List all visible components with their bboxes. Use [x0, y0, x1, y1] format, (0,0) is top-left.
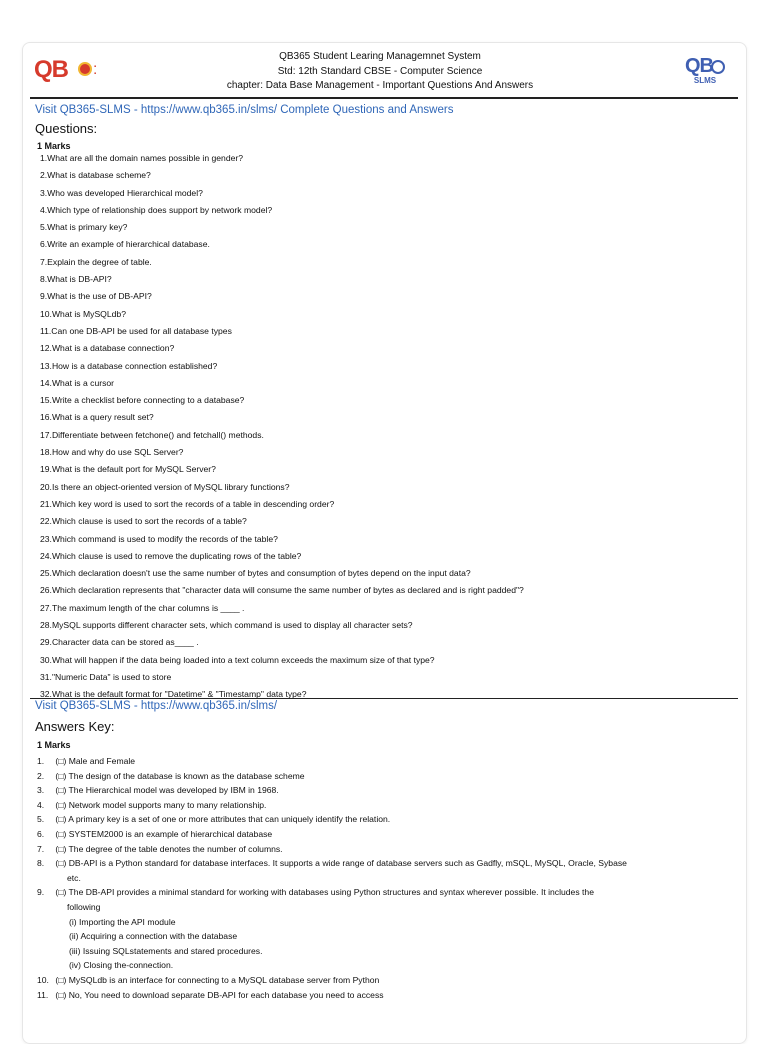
question-item: 10.What is MySQLdb? — [40, 308, 126, 319]
question-item: 18.How and why do use SQL Server? — [40, 447, 184, 458]
answer-continuation: etc. — [67, 872, 81, 883]
answer-number: 3. — [37, 785, 45, 796]
header-divider — [30, 97, 738, 99]
answer-item — [37, 812, 737, 827]
question-item: 14.What is a cursor — [40, 377, 115, 388]
answer-text: (□) The Hierarchical model was developed by IBM in 1968. — [55, 785, 279, 796]
answer-item — [37, 988, 737, 1003]
answer-continuation: following — [67, 901, 101, 912]
question-item: 25.Which declaration doesn't use the same number of bytes and consumption of bytes depend on the input data? — [40, 568, 471, 579]
answer-number: 7. — [37, 843, 45, 854]
answer-number: 10. — [37, 974, 49, 985]
answers-marks-label: 1 Marks — [37, 740, 71, 750]
question-item: 15.Write a checklist before connecting to a database? — [40, 395, 245, 406]
answer-item — [37, 798, 737, 813]
question-item: 2.What is database scheme? — [40, 170, 151, 181]
question-item: 27.The maximum length of the char columns is ____ . — [40, 602, 245, 613]
answer-item — [37, 842, 737, 857]
logo-left-text: QB — [34, 56, 68, 83]
header-titles — [180, 50, 580, 94]
question-item: 26.Which declaration represents that "character data will consume the same number of bytes as declared and is right padded"? — [40, 585, 524, 596]
logo-tag-icon: ▪ ▪ — [94, 64, 97, 77]
header-line-1: QB365 Student Learing Managemnet System — [279, 51, 481, 62]
answer-text: (□) A primary key is a set of one or more attributes that can uniquely identify the relation. — [55, 814, 391, 825]
question-item: 5.What is primary key? — [40, 222, 128, 233]
answer-number: 4. — [37, 799, 45, 810]
answer-text: (□) Network model supports many to many relationship. — [55, 799, 267, 810]
answer-item — [37, 973, 737, 988]
question-item: 11.Can one DB-API be used for all database types — [40, 325, 232, 336]
question-item: 24.Which clause is used to remove the duplicating rows of the table? — [40, 550, 302, 561]
answer-number: 9. — [37, 887, 45, 898]
answer-text: (□) The DB-API provides a minimal standard for working with databases using Python structures and syntax wherever possible. It includes the — [55, 887, 594, 898]
page-header — [30, 50, 738, 94]
header-line-3: chapter: Data Base Management - Important Questions And Answers — [226, 80, 534, 91]
answer-text: (□) The design of the database is known as the database scheme — [55, 770, 305, 781]
logo-ring-icon — [711, 60, 725, 74]
question-item: 21.Which key word is used to sort the records of a table in descending order? — [40, 498, 335, 509]
question-item: 8.What is DB-API? — [40, 274, 112, 285]
questions-list — [40, 152, 524, 706]
answer-item — [37, 856, 737, 871]
question-item: 6.Write an example of hierarchical database. — [40, 239, 210, 250]
qb365-slms-logo — [678, 56, 732, 88]
answer-number: 11. — [37, 989, 49, 1000]
questions-marks-label: 1 Marks — [37, 141, 71, 151]
answer-text: (□) SYSTEM2000 is an example of hierarchical database — [55, 828, 273, 839]
answer-subpoint: (iv) Closing the-connection. — [69, 960, 174, 971]
question-item: 4.Which type of relationship does support by network model? — [40, 204, 273, 215]
question-item: 29.Character data can be stored as____ . — [40, 637, 199, 648]
question-item: 9.What is the use of DB-API? — [40, 291, 152, 302]
question-item: 32.What is the default format for "Datetime" & "Timestamp" data type? — [40, 689, 307, 700]
visit-link-questions[interactable]: Visit QB365-SLMS - https://www.qb365.in/slms/ Complete Questions and Answers — [35, 104, 454, 116]
answer-item — [37, 827, 737, 842]
answer-number: 6. — [37, 828, 45, 839]
qb365-study-logo — [34, 56, 104, 84]
question-item: 20.Is there an object-oriented version of MySQL library functions? — [40, 481, 290, 492]
question-item: 12.What is a database connection? — [40, 343, 175, 354]
question-item: 1.What are all the domain names possible in gender? — [40, 153, 244, 163]
answer-text: (□) MySQLdb is an interface for connecting to a MySQL database server from Python — [55, 974, 380, 985]
question-item: 16.What is a query result set? — [40, 412, 154, 423]
question-item: 23.Which command is used to modify the records of the table? — [40, 533, 278, 544]
answer-item — [37, 885, 737, 900]
question-item: 31."Numeric Data" is used to store — [40, 671, 172, 682]
question-item: 22.Which clause is used to sort the records of a table? — [40, 516, 247, 527]
question-item: 13.How is a database connection established? — [40, 360, 218, 371]
answer-text: (□) Male and Female — [55, 756, 136, 766]
logo-badge-icon — [78, 62, 92, 76]
question-item: 19.What is the default port for MySQL Server? — [40, 464, 216, 475]
answers-list — [37, 754, 737, 1002]
answer-item — [37, 783, 737, 798]
answer-number: 8. — [37, 858, 45, 869]
answer-item — [37, 754, 737, 769]
answer-text: (□) No, You need to download separate DB-API for each database you need to access — [55, 989, 384, 1000]
logo-right-sub: SLMS — [693, 76, 717, 85]
question-item: 3.Who was developed Hierarchical model? — [40, 187, 203, 198]
question-item: 30.What will happen if the data being loaded into a text column exceeds the maximum size of that type? — [40, 654, 435, 665]
question-item: 7.Explain the degree of table. — [40, 256, 152, 267]
answer-item — [37, 769, 737, 784]
answer-text: (□) DB-API is a Python standard for database interfaces. It supports a wide range of database servers such as Gadfly, mSQL, MySQL, Oracle, Sybase — [55, 858, 627, 869]
answer-number: 2. — [37, 770, 45, 781]
answer-text: (□) The degree of the table denotes the number of columns. — [55, 843, 283, 854]
answer-number: 1. — [37, 756, 45, 766]
questions-heading: Questions: — [35, 121, 98, 136]
answer-subpoint: (i) Importing the API module — [69, 916, 176, 927]
logo-right-text: QB — [685, 55, 713, 77]
question-item: 28.MySQL supports different character sets, which command is used to display all character sets? — [40, 620, 413, 631]
question-item: 17.Differentiate between fetchone() and fetchall() methods. — [40, 429, 264, 440]
section-divider — [30, 698, 738, 699]
answers-heading: Answers Key: — [35, 719, 115, 734]
answer-subpoint: (iii) Issuing SQLstatements and stared procedures. — [69, 945, 263, 956]
answer-number: 5. — [37, 814, 45, 825]
visit-link-answers[interactable]: Visit QB365-SLMS - https://www.qb365.in/slms/ — [35, 700, 278, 712]
header-line-2: Std: 12th Standard CBSE - Computer Science — [277, 65, 483, 77]
answer-subpoint: (ii) Acquiring a connection with the database — [69, 931, 238, 942]
